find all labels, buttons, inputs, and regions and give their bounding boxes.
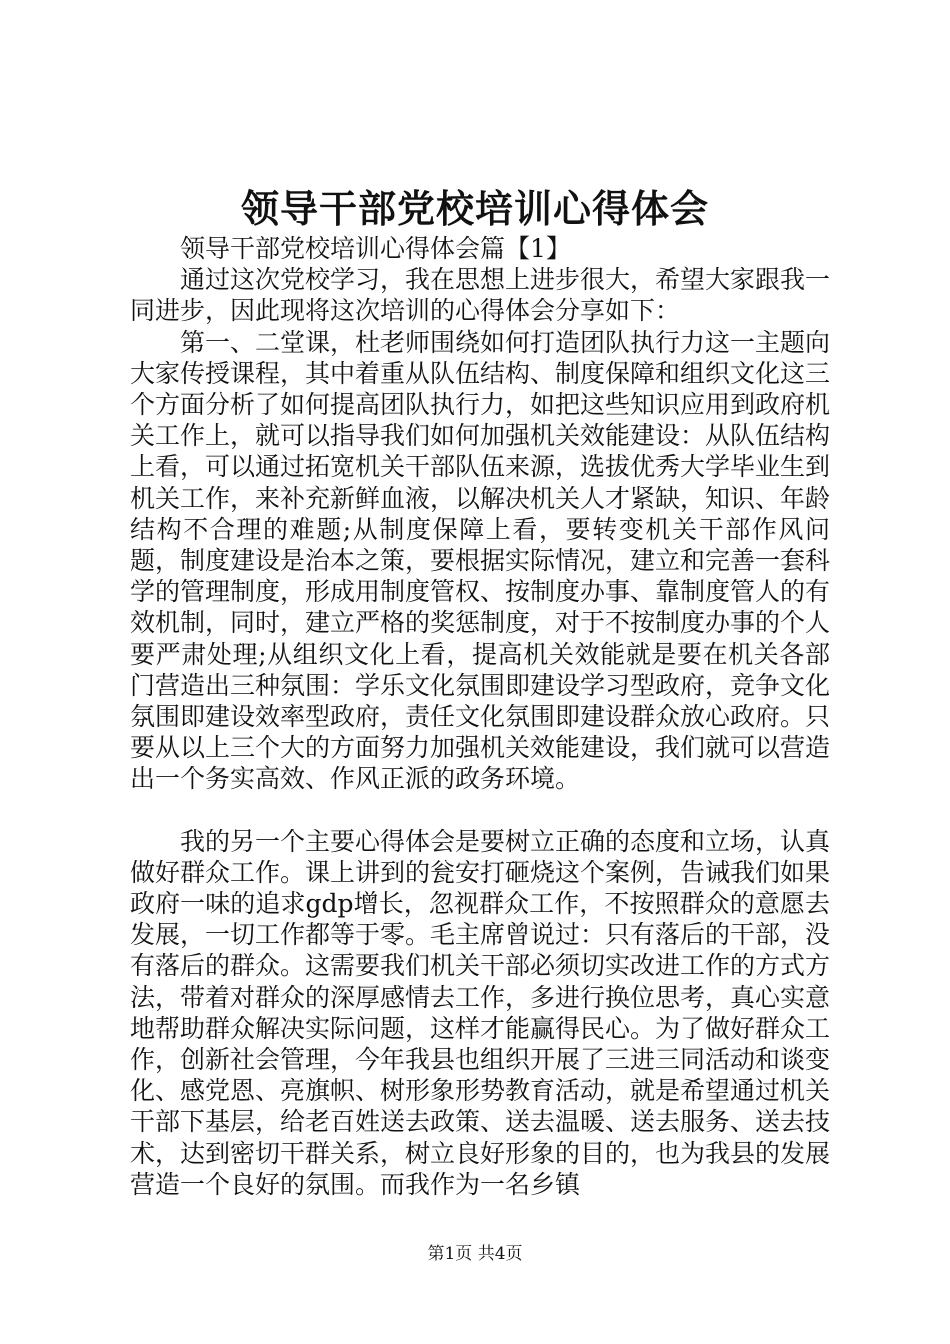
document-body <box>130 233 830 1200</box>
body-paragraph: 我的另一个主要心得体会是要树立正确的态度和立场，认真做好群众工作。课上讲到的瓮安打砸烧这个案例，告诫我们如果政府一味的追求gdp增长，忽视群众工作，不按照群众的意愿去发展，一切工作都等于零。毛主席曾说过：只有落后的干部，没有落后的群众。这需要我们机关干部必须切实改进工作的方式方法，带着对群众的深厚感情去工作，多进行换位思考，真心实意地帮助群众解决实际问题，这样才能赢得民心。为了做好群众工作，创新社会管理，今年我县也组织开展了三进三同活动和谈变化、感党恩、亮旗帜、树形象形势教育活动，就是希望通过机关干部下基层，给老百姓送去政策、送去温暖、送去服务、送去技术，达到密切干群关系，树立良好形象的目的，也为我县的发展营造一个良好的氛围。而我作为一名乡镇 <box>130 826 831 1199</box>
page-footer: 第1页 共4页 <box>427 1244 523 1264</box>
document-title: 领导干部党校培训心得体会 <box>240 186 709 231</box>
body-paragraph: 通过这次党校学习，我在思想上进步很大，希望大家跟我一同进步，因此现将这次培训的心得体会分享如下： <box>130 265 831 326</box>
body-paragraph: 第一、二堂课，杜老师围绕如何打造团队执行力这一主题向大家传授课程，其中着重从队伍结构、制度保障和组织文化这三个方面分析了如何提高团队执行力，如把这些知识应用到政府机关工作上，就可以指导我们如何加强机关效能建设：从队伍结构上看，可以通过拓宽机关干部队伍来源，选拔优秀大学毕业生到机关工作，来补充新鲜血液，以解决机关人才紧缺，知识、年龄结构不合理的难题;从制度保障上看，要转变机关干部作风问题，制度建设是治本之策，要根据实际情况，建立和完善一套科学的管理制度，形成用制度管权、按制度办事、靠制度管人的有效机制，同时，建立严格的奖惩制度，对于不按制度办事的个人要严肃处理;从组织文化上看，提高机关效能就是要在机关各部门营造出三种氛围：学乐文化氛围即建设学习型政府，竞争文化氛围即建设效率型政府，责任文化氛围即建设群众放心政府。只要从以上三个大的方面努力加强机关效能建设，我们就可以营造出一个务实高效、作风正派的政务环境。 <box>130 327 831 794</box>
section-heading: 领导干部党校培训心得体会篇【1】 <box>180 234 571 263</box>
